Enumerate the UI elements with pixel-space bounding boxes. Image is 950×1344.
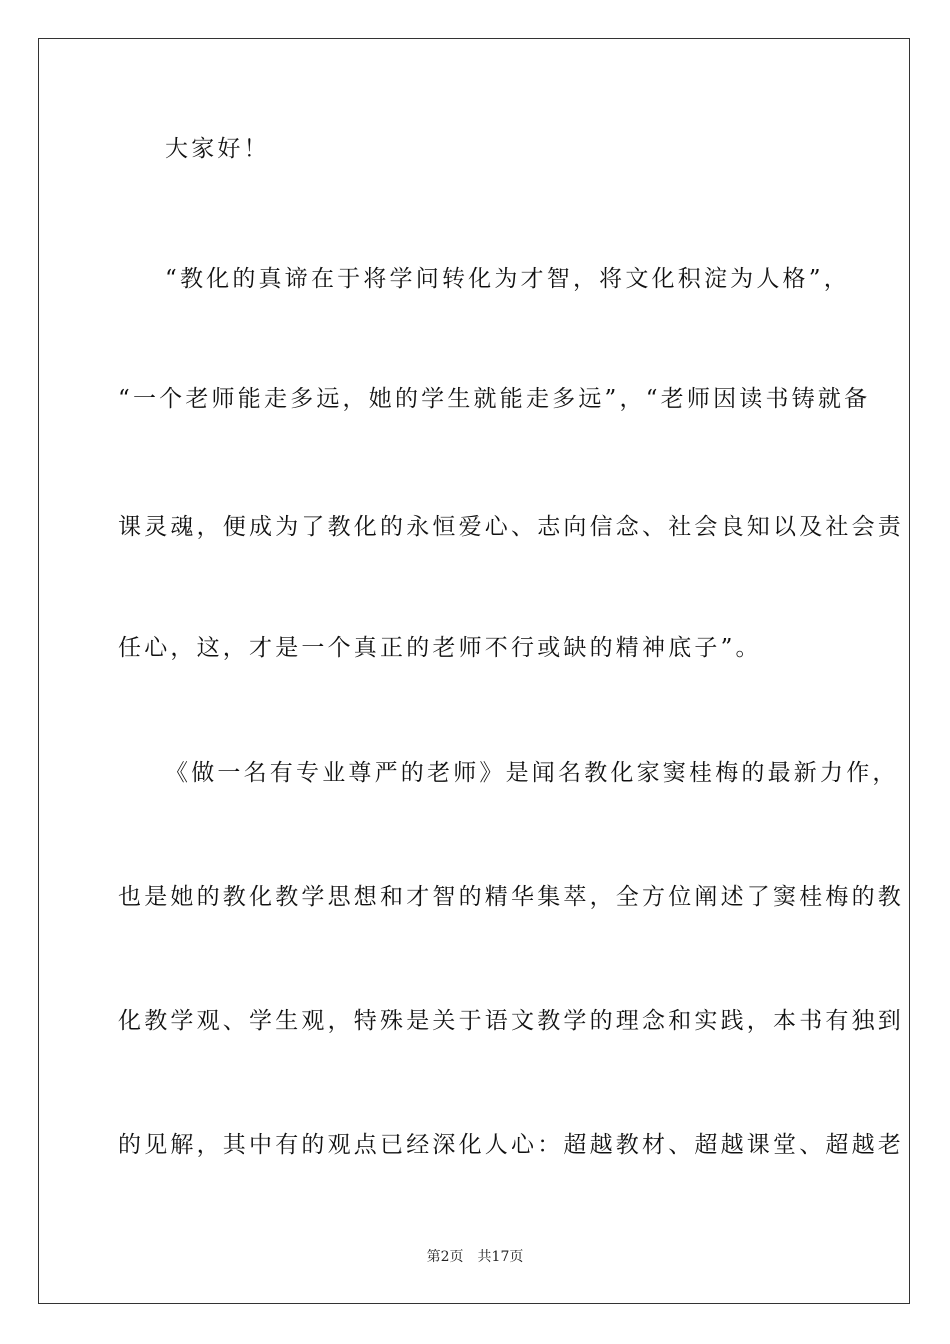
paragraph-line: 化教学观、学生观，特殊是关于语文教学的理念和实践，本书有独到 [118, 1008, 904, 1034]
greeting-line: 大家好！ [165, 136, 270, 162]
paragraph-line: 也是她的教化教学思想和才智的精华集萃，全方位阐述了窦桂梅的教 [118, 884, 904, 910]
page-total: 共17页 [477, 1249, 524, 1265]
page-border [38, 38, 910, 1304]
paragraph-line: “一个老师能走多远，她的学生就能走多远”，“老师因读书铸就备 [118, 386, 871, 412]
paragraph-line: “教化的真谛在于将学问转化为才智，将文化积淀为人格”， [165, 266, 850, 292]
paragraph-line: 课灵魂，便成为了教化的永恒爱心、志向信念、社会良知以及社会责 [118, 514, 904, 540]
paragraph-line: 《做一名有专业尊严的老师》是闻名教化家窦桂梅的最新力作， [165, 760, 899, 786]
paragraph-line: 任心，这，才是一个真正的老师不行或缺的精神底子”。 [118, 635, 762, 661]
page-number: 第2页 [426, 1249, 464, 1265]
paragraph-line: 的见解，其中有的观点已经深化人心：超越教材、超越课堂、超越老 [118, 1132, 904, 1158]
page-footer [0, 1248, 950, 1266]
